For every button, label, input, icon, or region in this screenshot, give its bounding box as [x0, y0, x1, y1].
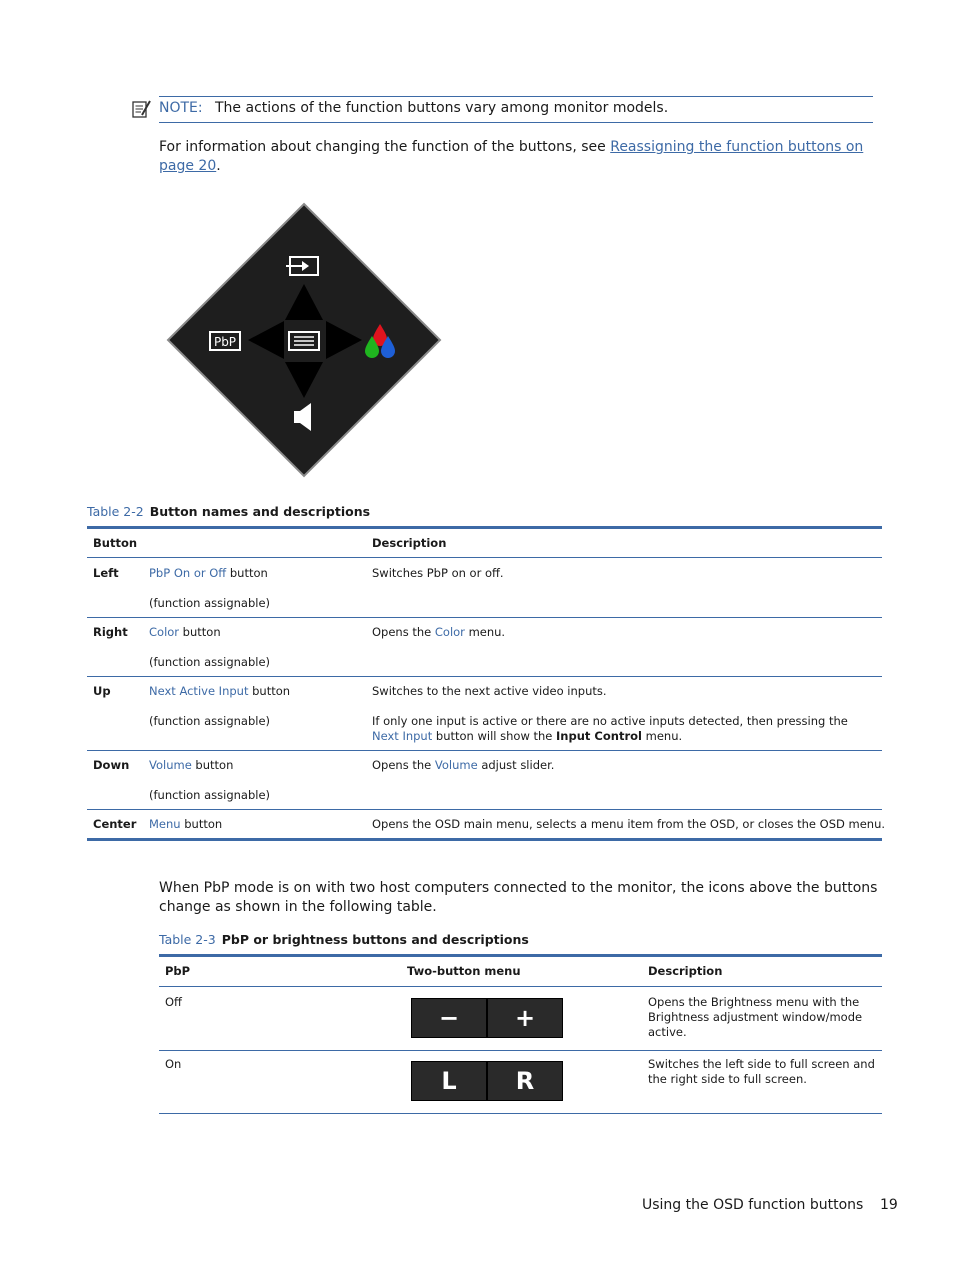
note-bottom-rule [159, 122, 873, 123]
table1-row-rule [87, 809, 882, 810]
pbp-link[interactable]: PbP On or Off [149, 566, 227, 580]
table1-number: Table 2-2 [87, 504, 144, 519]
minus-icon[interactable]: − [438, 1004, 460, 1032]
input-control-label: Input Control [556, 729, 642, 743]
table2-header-pbp: PbP [165, 964, 191, 978]
right-screen-button[interactable]: R [486, 1062, 562, 1100]
table1-top-rule [87, 526, 882, 529]
menu-link[interactable]: Menu [149, 817, 181, 831]
table2-header-two-button: Two-button menu [407, 964, 521, 978]
note-text: The actions of the function buttons vary among monitor models. [215, 100, 669, 116]
table-row-up-desc2-mid: button will show the [432, 729, 557, 743]
table-row-center-button: Center [93, 817, 137, 831]
table-row-down-name [149, 758, 233, 773]
table-row-right-sub: (function assignable) [149, 655, 271, 669]
pbp-paragraph: When PbP mode is on with two host computers connected to the monitor, the icons above the buttons change as shown in the following table. [159, 880, 878, 915]
table2-row-rule [159, 1050, 882, 1051]
pbp-icon-label: PbP [213, 335, 237, 349]
table1-header-rule [87, 557, 882, 558]
table2-row-on-pbp: On [165, 1057, 182, 1071]
info-text: For information about changing the function of the buttons, see [159, 139, 611, 155]
table2-row-off-pbp: Off [165, 995, 182, 1009]
note-top-rule [159, 96, 873, 97]
table-row-left-desc: Switches PbP on or off. [372, 566, 504, 580]
left-screen-button[interactable]: L [441, 1067, 457, 1095]
table-row-center-suffix: button [180, 817, 223, 831]
table2-bottom-rule [159, 1113, 882, 1114]
table-row-up-name [149, 684, 290, 699]
table1-title: Button names and descriptions [149, 504, 371, 519]
lr-button-pair [411, 1061, 563, 1101]
table-row-down-button: Down [93, 758, 130, 772]
table1-header-button: Button [93, 536, 138, 550]
table-row-up-desc2-post: menu. [641, 729, 683, 743]
table-row-down-desc-post: adjust slider. [477, 758, 555, 772]
next-input-link[interactable]: Next Input [372, 729, 433, 743]
next-active-input-link[interactable]: Next Active Input [149, 684, 249, 698]
table-row-up-desc2 [372, 714, 872, 744]
table-row-right-desc-post: menu. [464, 625, 506, 639]
table-row-up-desc2-pre: If only one input is active or there are no active inputs detected, then pressing the [372, 714, 848, 728]
table2-number: Table 2-3 [159, 932, 216, 947]
table2-row-off-desc: Opens the Brightness menu with the Brightness adjustment window/mode active. [648, 995, 863, 1039]
table2-header-description: Description [648, 964, 723, 978]
table-row-up-desc: Switches to the next active video inputs. [372, 684, 607, 698]
color-link[interactable]: Color [149, 625, 180, 639]
table-row-down-sub: (function assignable) [149, 788, 271, 802]
table-row-right-desc [372, 625, 505, 640]
table-row-left-button: Left [93, 566, 119, 580]
table-row-left-sub: (function assignable) [149, 596, 271, 610]
info-paragraph [159, 138, 869, 176]
plus-icon[interactable]: + [486, 999, 562, 1037]
note-icon [131, 99, 151, 119]
volume-link[interactable]: Volume [149, 758, 192, 772]
table2-header-rule [159, 986, 882, 987]
table-row-right-desc-pre: Opens the [372, 625, 435, 639]
table1-header-description: Description [372, 536, 447, 550]
table-row-left-suffix: button [226, 566, 268, 580]
info-period: . [216, 158, 221, 174]
table1-bottom-rule [87, 838, 882, 841]
table2-title: PbP or brightness buttons and descriptions [221, 932, 529, 947]
table-row-up-sub: (function assignable) [149, 714, 271, 728]
diagram-body [168, 204, 440, 476]
table1-row-rule [87, 750, 882, 751]
table2-top-rule [159, 954, 882, 957]
table1-row-rule [87, 676, 882, 677]
table-row-center-name [149, 817, 222, 832]
table-row-down-desc-pre: Opens the [372, 758, 435, 772]
table-row-down-desc [372, 758, 554, 773]
button-diagram [166, 202, 442, 478]
brightness-button-pair [411, 998, 563, 1038]
volume-slider-link[interactable]: Volume [434, 758, 478, 772]
table-row-up-button: Up [93, 684, 111, 698]
table2-caption [159, 932, 529, 947]
pbp-icon[interactable] [210, 332, 240, 350]
table-row-right-name [149, 625, 221, 640]
table2-row-on-desc: Switches the left side to full screen and the right side to full screen. [648, 1057, 875, 1086]
table-row-right-suffix: button [179, 625, 221, 639]
footer-section: Using the OSD function buttons [642, 1197, 864, 1213]
table-row-center-desc: Opens the OSD main menu, selects a menu item from the OSD, or closes the OSD menu. [372, 817, 886, 831]
table-row-left-name [149, 566, 268, 581]
note-label: NOTE: [159, 100, 203, 116]
table-row-right-button: Right [93, 625, 128, 639]
reassign-link[interactable]: Reassigning the function buttons on page 20 [159, 139, 864, 174]
page-number: 19 [880, 1197, 898, 1213]
table-row-up-suffix: button [248, 684, 291, 698]
color-menu-link[interactable]: Color [434, 625, 465, 639]
table1-row-rule [87, 617, 882, 618]
table-row-down-suffix: button [191, 758, 234, 772]
table1-caption [87, 504, 370, 519]
